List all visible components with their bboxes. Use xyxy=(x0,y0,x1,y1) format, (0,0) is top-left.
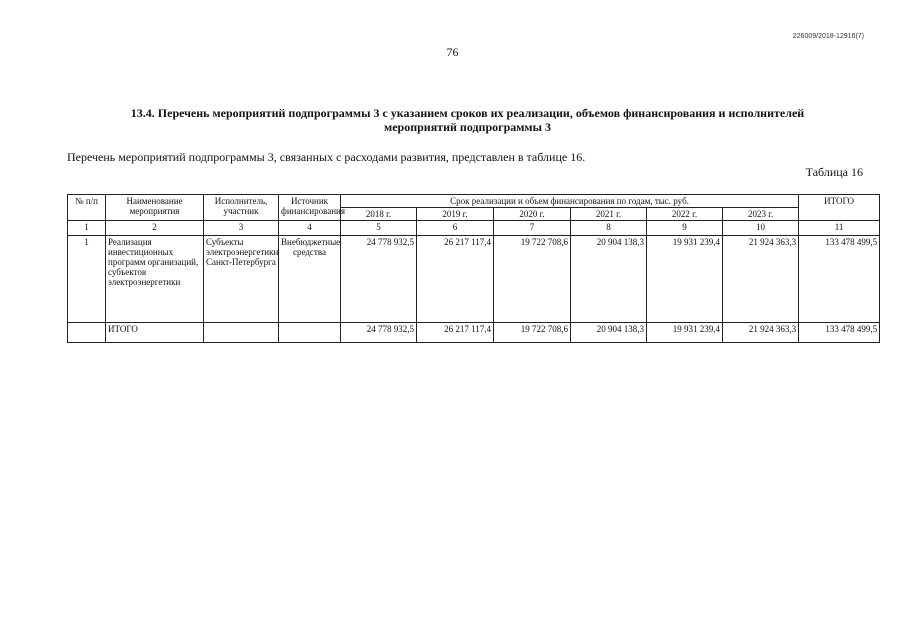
financing-source: Внебюджетные средства xyxy=(279,236,341,323)
empty-cell xyxy=(68,323,106,343)
activities-table xyxy=(67,194,880,343)
header-year: 2018 г. xyxy=(341,208,417,221)
year-value: 20 904 138,3 xyxy=(571,236,647,323)
header-year: 2020 г. xyxy=(494,208,571,221)
header-year: 2022 г. xyxy=(647,208,723,221)
column-number: 1 xyxy=(68,221,106,236)
total-year-value: 19 931 239,4 xyxy=(647,323,723,343)
table-caption: Таблица 16 xyxy=(805,165,863,179)
total-label: ИТОГО xyxy=(106,323,204,343)
empty-cell xyxy=(204,323,279,343)
column-number: 6 xyxy=(417,221,494,236)
header-period: Срок реализации и объем финансирования по годам, тыс. руб. xyxy=(341,195,799,208)
total-year-value: 21 924 363,3 xyxy=(723,323,799,343)
column-number: 9 xyxy=(647,221,723,236)
document-code: 226009/2018-12916(7) xyxy=(792,33,864,40)
total-row xyxy=(68,323,880,343)
header-year: 2023 г. xyxy=(723,208,799,221)
total-year-value: 19 722 708,6 xyxy=(494,323,571,343)
column-number: 8 xyxy=(571,221,647,236)
empty-cell xyxy=(279,323,341,343)
intro-text: Перечень мероприятий подпрограммы 3, связанных с расходами развития, представлен в таблице 16. xyxy=(67,150,586,164)
column-number: 7 xyxy=(494,221,571,236)
column-number: 11 xyxy=(799,221,880,236)
year-value: 21 924 363,3 xyxy=(723,236,799,323)
header-number: № п/п xyxy=(68,195,106,221)
year-value: 24 778 932,5 xyxy=(341,236,417,323)
row-total: 133 478 499,5 xyxy=(799,236,880,323)
header-year: 2019 г. xyxy=(417,208,494,221)
total-year-value: 24 778 932,5 xyxy=(341,323,417,343)
total-year-value: 26 217 117,4 xyxy=(417,323,494,343)
year-value: 26 217 117,4 xyxy=(417,236,494,323)
header-name: Наименование мероприятия xyxy=(106,195,204,221)
total-year-value: 20 904 138,3 xyxy=(571,323,647,343)
column-number: 10 xyxy=(723,221,799,236)
column-number: 3 xyxy=(204,221,279,236)
table-header-row xyxy=(68,195,880,208)
row-number: 1 xyxy=(68,236,106,323)
section-heading: 13.4. Перечень мероприятий подпрограммы 3 с указанием сроков их реализации, объемов финансирования и исполнителей мероприятий подпрограммы 3 xyxy=(130,106,805,134)
column-number: 4 xyxy=(279,221,341,236)
header-total: ИТОГО xyxy=(799,195,880,221)
activity-name: Реализация инвестиционных программ организаций, субъектов электроэнергетики xyxy=(106,236,204,323)
header-year: 2021 г. xyxy=(571,208,647,221)
header-source: Источник финансирования xyxy=(279,195,341,221)
year-value: 19 931 239,4 xyxy=(647,236,723,323)
grand-total: 133 478 499,5 xyxy=(799,323,880,343)
page-number: 76 xyxy=(446,45,459,59)
header-executor: Исполнитель, участник xyxy=(204,195,279,221)
column-number: 5 xyxy=(341,221,417,236)
table-row xyxy=(68,236,880,323)
column-number-row xyxy=(68,221,880,236)
activity-executor: Субъекты электроэнергетики Санкт-Петербурга xyxy=(204,236,279,323)
column-number: 2 xyxy=(106,221,204,236)
year-value: 19 722 708,6 xyxy=(494,236,571,323)
